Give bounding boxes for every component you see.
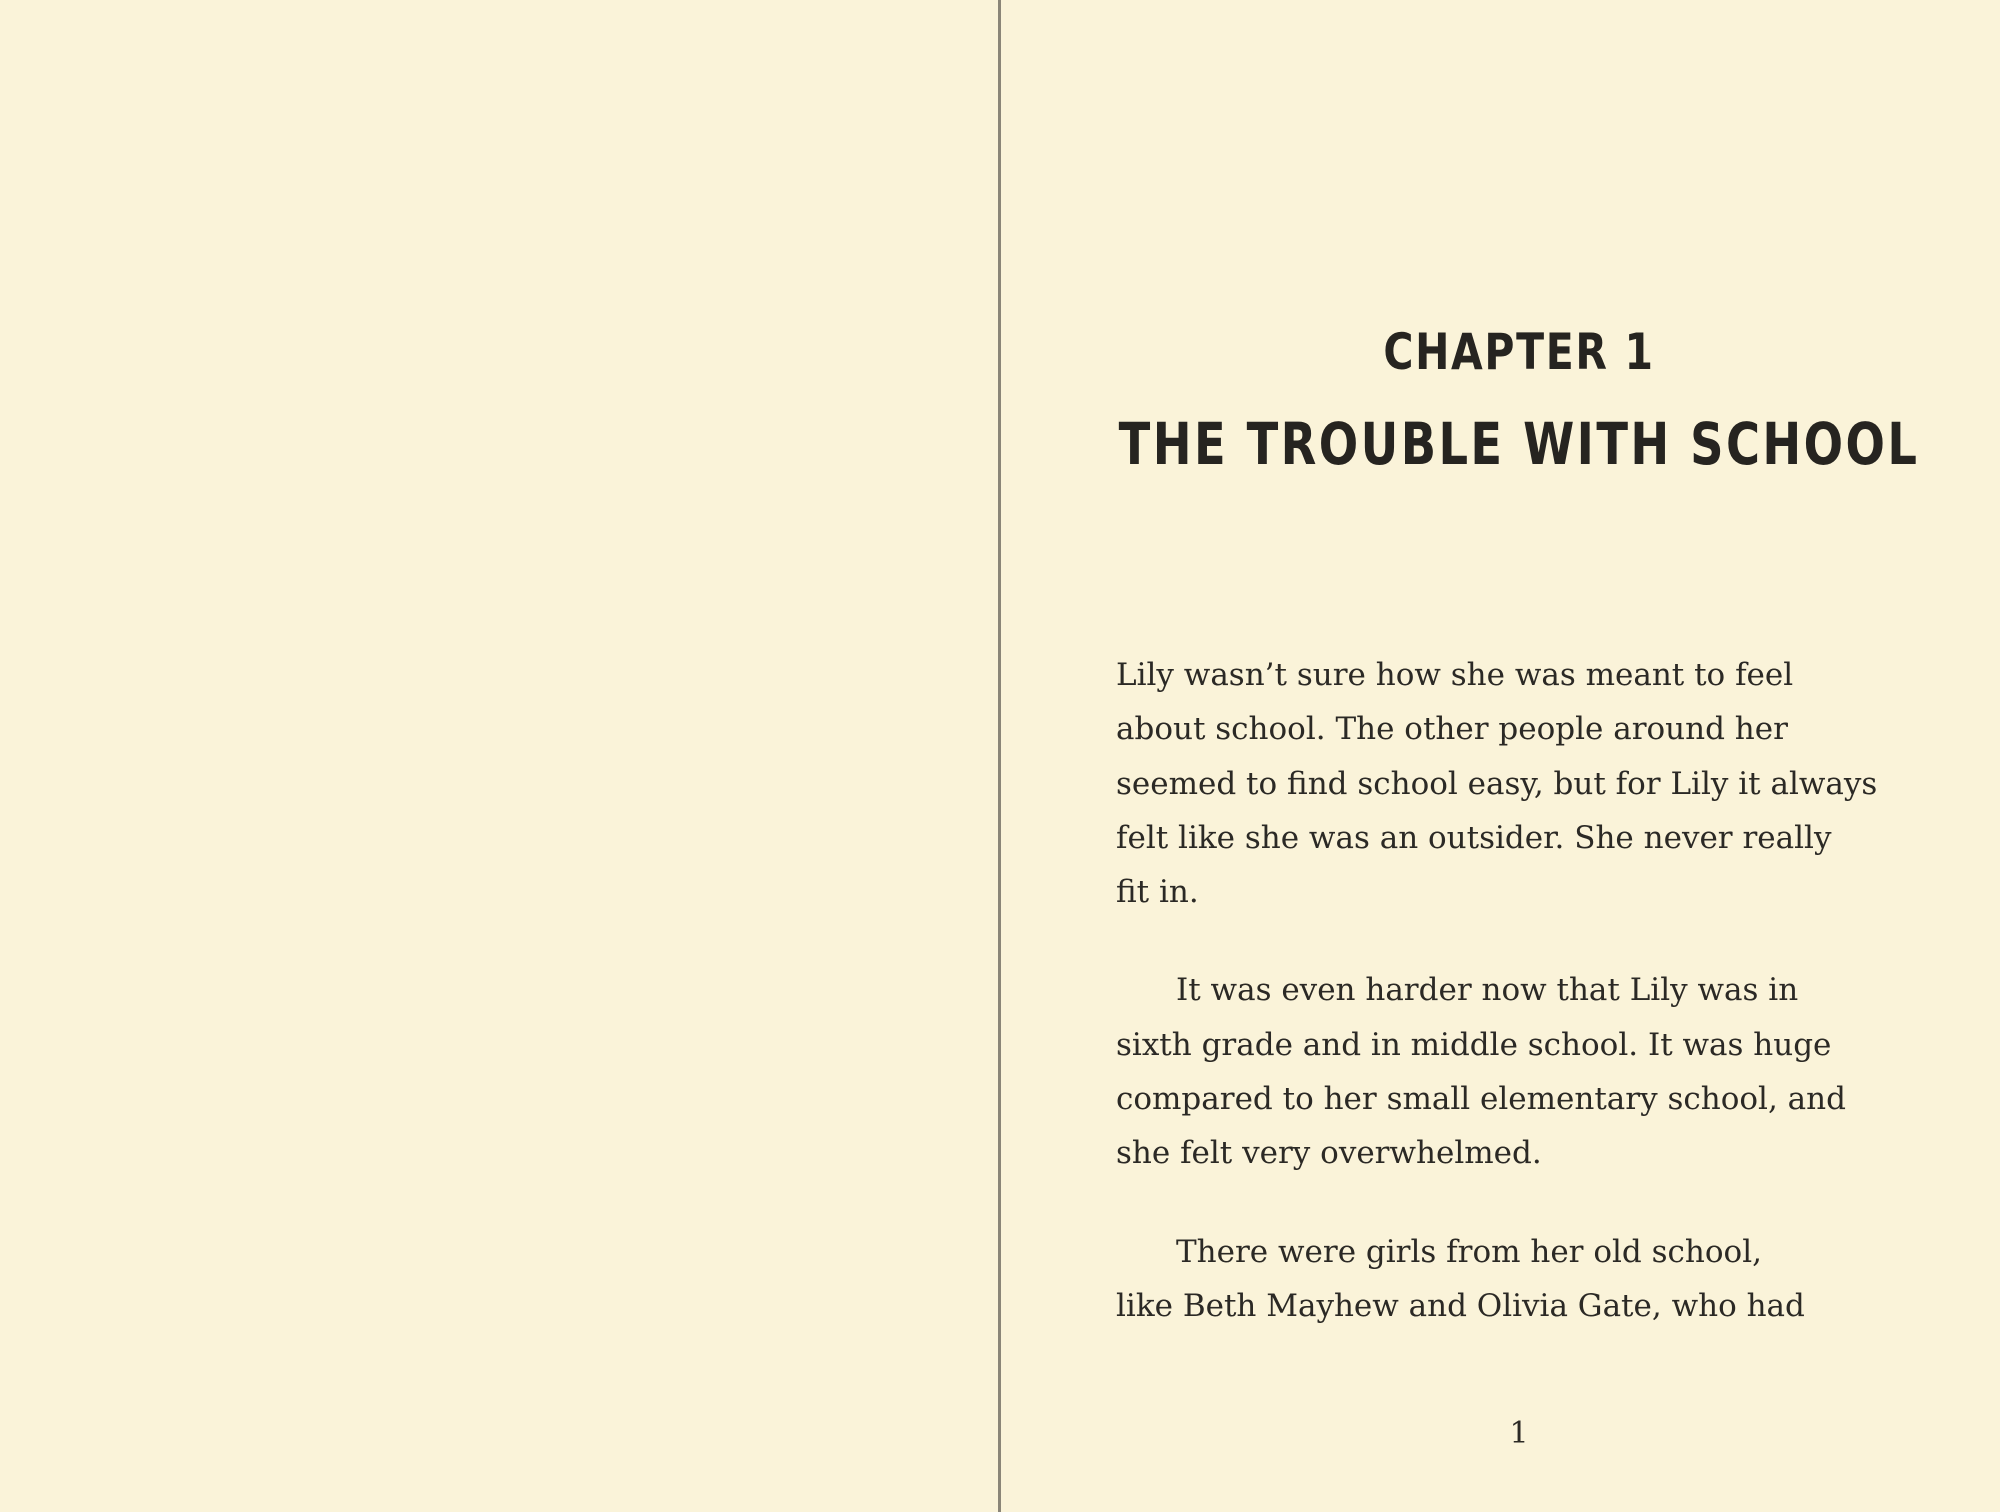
- text-line: compared to her small elementary school, and: [1116, 1081, 1846, 1118]
- text-line: felt like she was an outsider. She never really: [1116, 819, 1832, 856]
- chapter-title: THE TROUBLE WITH SCHOOL: [1118, 410, 1920, 478]
- text-line: seemed to find school easy, but for Lily it always: [1116, 765, 1878, 802]
- text-line: It was even harder now that Lily was in: [1176, 972, 1799, 1009]
- right-page: [1001, 0, 2000, 1512]
- text-line: like Beth Mayhew and Olivia Gate, who had: [1116, 1287, 1805, 1324]
- page-number: 1: [1509, 1416, 1529, 1451]
- paragraph: [1116, 1225, 1946, 1334]
- paragraph: [1116, 963, 1946, 1180]
- text-line: about school. The other people around her: [1116, 711, 1788, 748]
- text-line: Lily wasn’t sure how she was meant to feel: [1116, 657, 1794, 693]
- text-line: fit in.: [1116, 874, 1199, 911]
- chapter-body: [1116, 648, 1946, 1377]
- text-line: There were girls from her old school,: [1176, 1233, 1762, 1270]
- text-line: sixth grade and in middle school. It was huge: [1116, 1026, 1832, 1063]
- paragraph: [1116, 648, 1946, 919]
- text-line: she felt very overwhelmed.: [1116, 1135, 1542, 1172]
- chapter-number: CHAPTER 1: [1383, 323, 1655, 381]
- left-page-blank: [0, 0, 998, 1512]
